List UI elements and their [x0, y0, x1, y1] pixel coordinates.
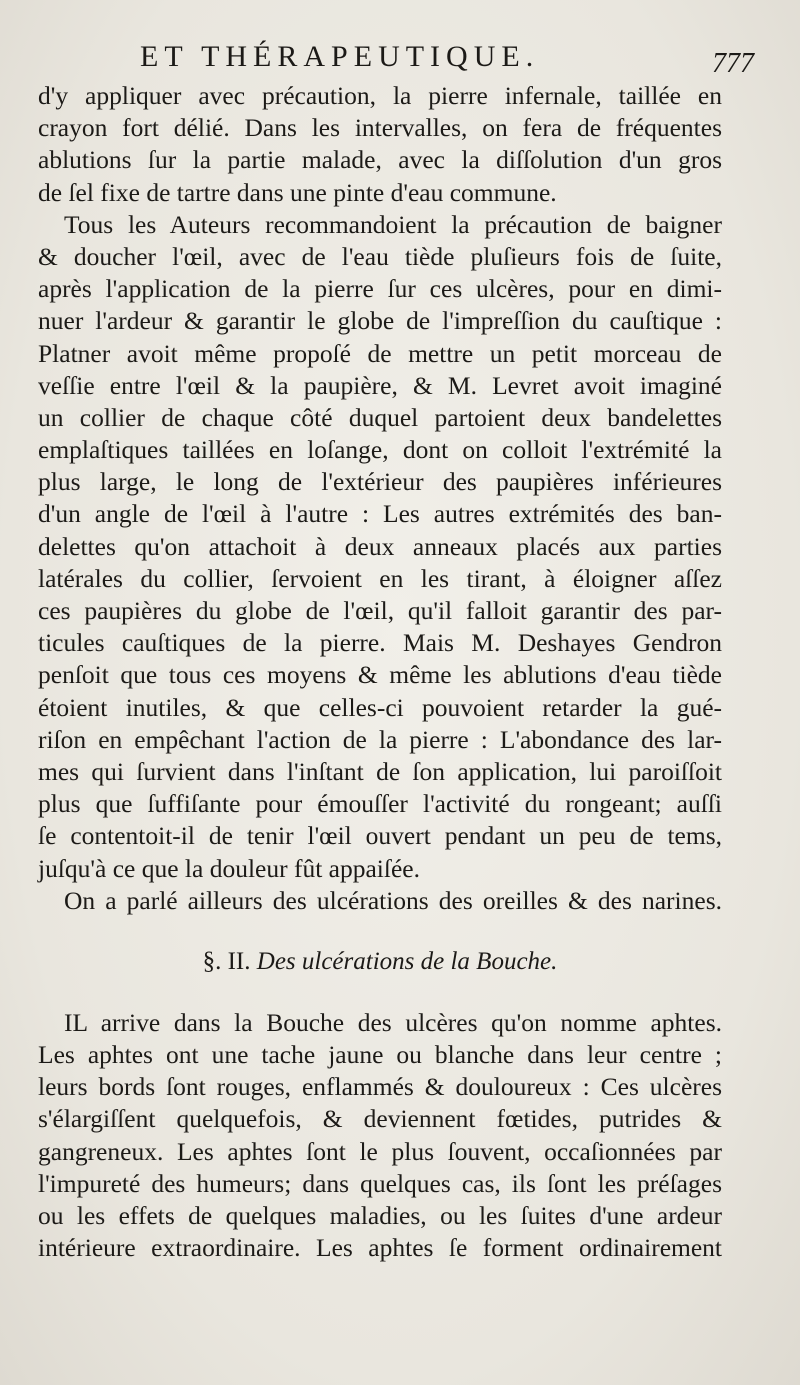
section-heading: [38, 946, 722, 978]
page-header: [40, 36, 760, 80]
text-line: Platner avoit même propoſé de mettre un petit morceau de: [38, 338, 722, 368]
text-line: Tous les Auteurs recommandoient la précaution de baigner: [64, 209, 722, 239]
text-line: l'impureté des humeurs; dans quelques cas, ils ſont les préſages: [38, 1168, 722, 1198]
text-line: leurs bords ſont rouges, enflammés & douloureux : Ces ulcères: [38, 1072, 722, 1102]
text-line: d'un angle de l'œil à l'autre : Les autres extrémités des ban-: [38, 499, 722, 529]
text-line: penſoit que tous ces moyens & même les ablutions d'eau tiède: [38, 660, 722, 690]
text-line: intérieure extraordinaire. Les aphtes ſe forment ordinairement: [38, 1233, 722, 1263]
text-line: ablutions ſur la partie malade, avec la diſſolution d'un gros: [38, 145, 722, 175]
text-line: crayon fort délié. Dans les intervalles, on fera de fréquentes: [38, 113, 722, 143]
text-line: plus large, le long de l'extérieur des paupières inférieures: [38, 467, 722, 497]
text-line: ou les effets de quelques maladies, ou les ſuites d'une ardeur: [38, 1201, 722, 1230]
text-line: un collier de chaque côté duquel partoient deux bandelettes: [38, 402, 722, 432]
text-line: plus que ſuffiſante pour émouſſer l'activité du rongeant; auſſi: [38, 789, 722, 819]
text-line: veſſie entre l'œil & la paupière, & M. Levret avoit imaginé: [38, 370, 722, 400]
text-line: mes qui ſurvient dans l'inſtant de ſon application, lui paroiſſoit: [38, 756, 722, 786]
text-line: ſe contentoit-il de tenir l'œil ouvert pendant un peu de tems,: [38, 821, 722, 851]
text-line: & doucher l'œil, avec de l'eau tiède pluſieurs fois de ſuite,: [38, 241, 722, 271]
text-line: ces paupières du globe de l'œil, qu'il falloit garantir des par-: [38, 596, 722, 625]
text-line: IL arrive dans la Bouche des ulcères qu'on nomme aphtes.: [64, 1007, 722, 1037]
text-line: d'y appliquer avec précaution, la pierre infernale, taillée en: [38, 81, 722, 110]
text-line: gangreneux. Les aphtes ſont le plus ſouvent, occaſionnées par: [38, 1136, 722, 1166]
paragraph: [38, 80, 722, 209]
text-line: après l'application de la pierre ſur ces ulcères, pour en dimi-: [38, 274, 722, 304]
text-line: étoient inutiles, & que celles-ci pouvoient retarder la gué-: [38, 692, 722, 722]
body-text: [38, 80, 722, 1264]
text-line: delettes qu'on attachoit à deux anneaux placés aux parties: [38, 531, 722, 561]
running-head: ET THÉRAPEUTIQUE.: [140, 40, 540, 73]
text-line: ticules cauſtiques de la pierre. Mais M. Deshayes Gendron: [38, 628, 722, 658]
text-line: juſqu'à ce que la douleur fût appaiſée.: [38, 853, 420, 883]
paragraph: [38, 209, 722, 885]
section-title: Des ulcérations de la Bouche.: [256, 947, 558, 975]
paragraph: [38, 1007, 722, 1265]
section-number: §. II.: [202, 947, 251, 975]
text-line: de ſel fixe de tartre dans une pinte d'eau commune.: [38, 177, 557, 207]
text-line: On a parlé ailleurs des ulcérations des oreilles & des narines.: [64, 885, 722, 915]
text-line: latérales du collier, ſervoient en les tirant, à éloigner aſſez: [38, 563, 722, 593]
text-line: nuer l'ardeur & garantir le globe de l'impreſſion du cauſtique :: [38, 306, 722, 336]
text-line: emplaſtiques taillées en loſange, dont on colloit l'extrémité la: [38, 435, 722, 465]
page-number: 777: [712, 48, 754, 79]
text-line: s'élargiſſent quelquefois, & deviennent fœtides, putrides &: [38, 1104, 722, 1134]
text-line: riſon en empêchant l'action de la pierre : L'abondance des lar-: [38, 724, 722, 754]
text-line: Les aphtes ont une tache jaune ou blanche dans leur centre ;: [38, 1040, 722, 1070]
paragraph: [38, 885, 722, 917]
